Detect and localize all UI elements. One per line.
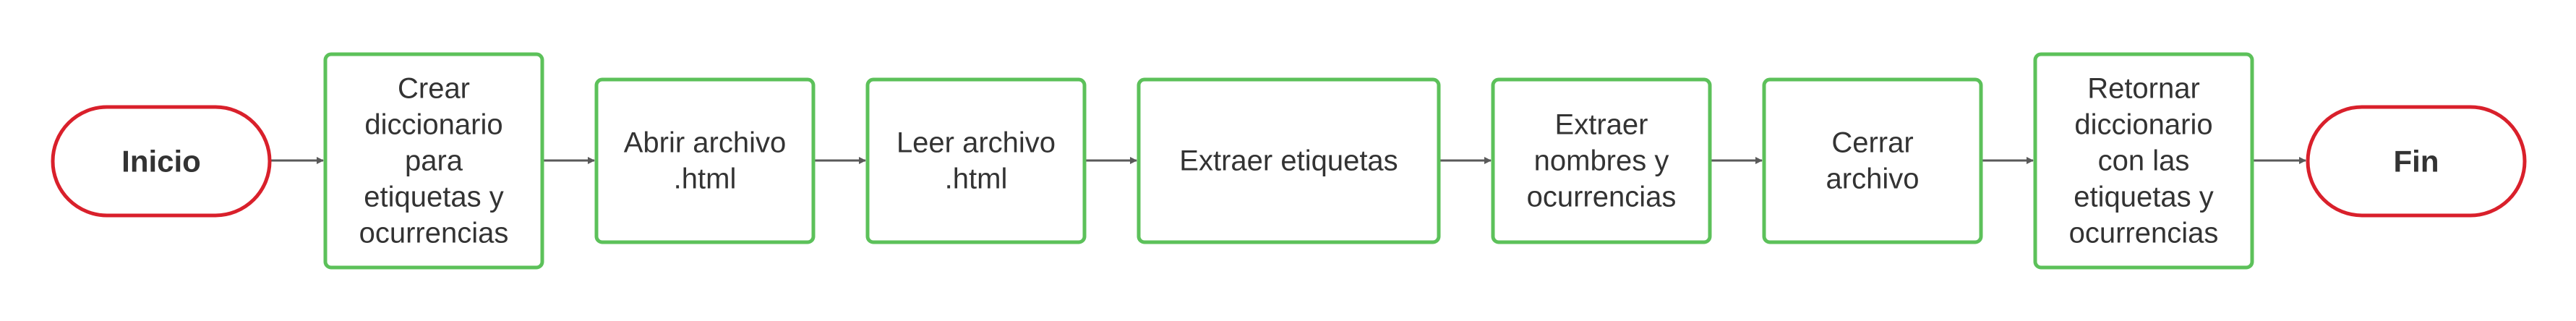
process-node-step4	[1139, 80, 1439, 242]
process-label-line: .html	[673, 163, 737, 195]
process-node-step3	[868, 80, 1084, 242]
process-label-line: con las	[2097, 145, 2190, 177]
process-label-line: .html	[944, 163, 1008, 195]
process-node-step7	[2035, 54, 2252, 268]
process-label-line: nombres y	[1533, 145, 1669, 177]
process-label-line: ocurrencias	[1526, 181, 1677, 213]
process-label-line: etiquetas y	[364, 181, 504, 213]
process-label-line: Retornar	[2087, 72, 2200, 105]
process-box	[868, 80, 1084, 242]
process-label-line: Cerrar	[1831, 127, 1914, 159]
process-node-step2	[596, 80, 813, 242]
process-label-line: Extraer	[1554, 108, 1648, 141]
process-label-line: ocurrencias	[359, 217, 509, 249]
terminal-label: Fin	[2393, 144, 2439, 179]
process-label-line: Extraer etiquetas	[1179, 145, 1398, 177]
process-label-line: ocurrencias	[2068, 217, 2219, 249]
process-label-line: Abrir archivo	[623, 127, 787, 159]
terminal-node-end	[2308, 107, 2525, 215]
process-label-line: diccionario	[2074, 108, 2213, 141]
process-label-line: etiquetas y	[2074, 181, 2214, 213]
process-label-line: Crear	[397, 72, 471, 105]
process-node-step5	[1493, 80, 1710, 242]
process-node-step1	[325, 54, 542, 268]
terminal-label: Inicio	[121, 144, 201, 179]
process-label-line: diccionario	[364, 108, 503, 141]
process-label-line: para	[404, 145, 463, 177]
process-box	[1764, 80, 1981, 242]
process-label	[1179, 145, 1398, 177]
process-node-step6	[1764, 80, 1981, 242]
process-label-line: archivo	[1826, 163, 1920, 195]
process-label-line: Leer archivo	[896, 127, 1056, 159]
terminal-node-start	[53, 107, 270, 215]
process-box	[596, 80, 813, 242]
